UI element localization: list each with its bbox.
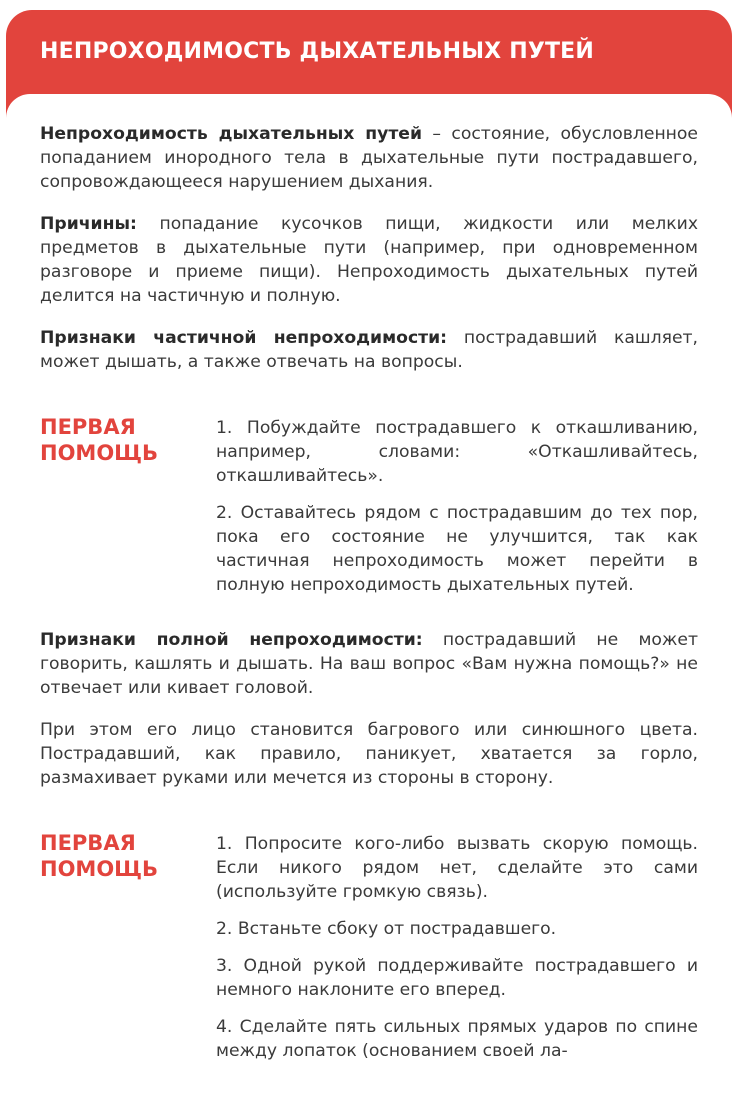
full-signs-label: Признаки полной непроходимости: xyxy=(40,630,423,650)
partial-signs-label: Признаки частичной непроходимости: xyxy=(40,328,448,348)
info-card xyxy=(6,10,732,1110)
partial-step-2: 2. Оставайтесь рядом с пострадавшим до тех пор, пока его состояние не улучшится, так как частичная непроходимость может перейти в полную непроходимость дыхательных путей. xyxy=(216,503,698,595)
full-step-3: 3. Одной рукой поддерживайте пострадавшего и немного наклоните его вперед. xyxy=(216,956,698,1000)
page-title: НЕПРОХОДИМОСТЬ ДЫХАТЕЛЬНЫХ ПУТЕЙ xyxy=(40,39,595,64)
full-step-1: 1. Попросите кого-либо вызвать скорую помощь. Если никого рядом нет, сделайте это сами (используйте громкую связь). xyxy=(216,834,698,902)
full-signs-extra-paragraph: При этом его лицо становится багрового или синюшного цвета. Пострадавший, как правило, паникует, хватается за горло, размахивает руками или мечется из стороны в сторону. xyxy=(40,720,698,788)
partial-signs-text: пострадавший кашляет, может дышать, а также отвечать на вопросы. xyxy=(40,328,698,372)
first-aid-partial-steps xyxy=(216,416,698,610)
partial-step-1: 1. Побуждайте пострадавшего к откашливанию, например, словами: «Откашливайтесь, откашливайтесь». xyxy=(216,418,698,486)
partial-signs-paragraph xyxy=(40,326,698,374)
first-aid-partial-title-line1: ПЕРВАЯ xyxy=(40,415,136,439)
first-aid-partial-title-line2: ПОМОЩЬ xyxy=(40,441,159,465)
full-step-4: 4. Сделайте пять сильных прямых ударов по спине между лопаток (основанием своей ла- xyxy=(216,1017,698,1061)
definition-term: Непроходимость дыхательных путей xyxy=(40,124,422,144)
definition-paragraph xyxy=(40,122,698,194)
first-aid-full-title xyxy=(40,830,180,882)
full-signs-text: пострадавший не может говорить, кашлять и дышать. На ваш вопрос «Вам нужна помощь?» не отвечает или кивает головой. xyxy=(40,630,699,698)
causes-text: попадание кусочков пищи, жидкости или мелких предметов в дыхательные пути (например, при одновременном разговоре и приеме пищи). Непроходимость дыхательных путей делится на частичную и полную. xyxy=(40,214,698,306)
full-step-2: 2. Встаньте сбоку от пострадавшего. xyxy=(216,919,557,939)
first-aid-full-steps xyxy=(216,832,698,1076)
content-panel xyxy=(6,94,732,1110)
causes-paragraph xyxy=(40,212,698,308)
causes-label: Причины: xyxy=(40,214,137,234)
full-signs-paragraph xyxy=(40,628,698,700)
definition-text: – состояние, обусловленное попаданием инородного тела в дыхательные пути пострадавшего, сопровождающееся нарушением дыхания. xyxy=(40,124,699,192)
first-aid-full-title-line2: ПОМОЩЬ xyxy=(40,857,159,881)
first-aid-full-title-line1: ПЕРВАЯ xyxy=(40,831,136,855)
first-aid-partial-title xyxy=(40,414,180,466)
